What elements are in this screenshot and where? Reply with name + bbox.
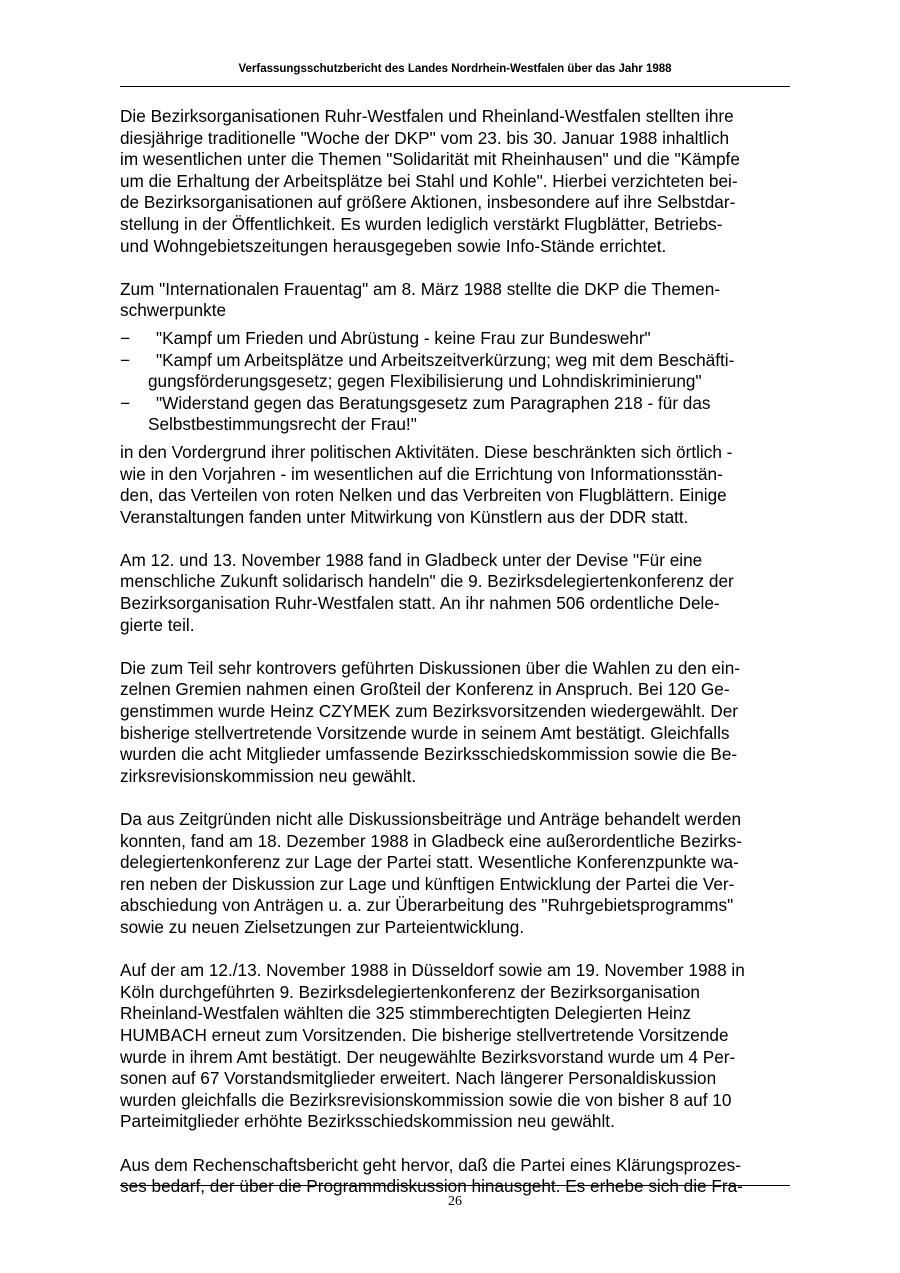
header-rule <box>120 86 790 87</box>
page-number: 26 <box>448 1194 462 1209</box>
text-line: delegiertenkonferenz zur Lage der Partei statt. Wesentliche Konferenzpunkte wa- <box>120 852 739 873</box>
text-line: wie in den Vorjahren - im wesentlichen auf die Errichtung von Informationsstän- <box>120 463 723 484</box>
footer-rule <box>120 1185 790 1186</box>
list-item-line: gungsförderungsgesetz; gegen Flexibilisierung und Lohndiskriminierung" <box>148 371 702 392</box>
text-line: Die Bezirksorganisationen Ruhr-Westfalen und Rheinland-Westfalen stellten ihre <box>120 106 734 126</box>
text-line: Bezirksorganisation Ruhr-Westfalen statt. An ihr nahmen 506 ordentliche Dele- <box>120 593 720 614</box>
dash-marker: − <box>120 392 131 413</box>
text-line: Veranstaltungen fanden unter Mitwirkung von Künstlern aus der DDR statt. <box>120 506 689 527</box>
document-body <box>120 106 790 1219</box>
text-line: ses bedarf, der über die Programmdiskussion hinausgeht. Es erhebe sich die Fra- <box>120 1176 743 1197</box>
text-line: den, das Verteilen von roten Nelken und das Verbreiten von Flugblättern. Einige <box>120 485 727 506</box>
text-line: im wesentlichen unter die Themen "Solidarität mit Rheinhausen" und die "Kämpfe <box>120 149 740 170</box>
list-item-line: "Widerstand gegen das Beratungsgesetz zum Paragraphen 218 - für das <box>156 392 711 413</box>
list-item-line: "Kampf um Arbeitsplätze und Arbeitszeitverkürzung; weg mit dem Beschäfti- <box>156 349 735 370</box>
text-line: HUMBACH erneut zum Vorsitzenden. Die bisherige stellvertretende Vorsitzende <box>120 1024 729 1045</box>
text-line: Rheinland-Westfalen wählten die 325 stimmberechtigten Delegierten Heinz <box>120 1003 692 1024</box>
paragraph <box>120 106 790 257</box>
text-line: konnten, fand am 18. Dezember 1988 in Gladbeck eine außerordentliche Bezirks- <box>120 830 742 851</box>
text-line: um die Erhaltung der Arbeitsplätze bei Stahl und Kohle". Hierbei verzichteten bei- <box>120 170 738 191</box>
text-line: in den Vordergrund ihrer politischen Aktivitäten. Diese beschränkten sich örtlich - <box>120 441 733 462</box>
dash-marker: − <box>120 349 131 370</box>
text-line: stellung in der Öffentlichkeit. Es wurden lediglich verstärkt Flugblätter, Betriebs- <box>120 213 723 234</box>
text-line: Am 12. und 13. November 1988 fand in Gladbeck unter der Devise "Für eine <box>120 549 703 570</box>
text-line: wurde in ihrem Amt bestätigt. Der neugewählte Bezirksvorstand wurde um 4 Per- <box>120 1046 736 1067</box>
text-line: ren neben der Diskussion zur Lage und künftigen Entwicklung der Partei die Ver- <box>120 873 735 894</box>
text-line: Zum "Internationalen Frauentag" am 8. März 1988 stellte die DKP die Themen- <box>120 278 721 299</box>
text-line: Die zum Teil sehr kontrovers geführten Diskussionen über die Wahlen zu den ein- <box>120 657 741 678</box>
text-line: schwerpunkte <box>120 300 227 321</box>
list-item <box>120 328 790 350</box>
text-line: Parteimitglieder erhöhte Bezirksschiedskommission neu gewählt. <box>120 1111 615 1132</box>
dash-marker: − <box>120 327 131 348</box>
paragraph <box>120 960 790 1133</box>
paragraph <box>120 550 790 636</box>
text-line: genstimmen wurde Heinz CZYMEK zum Bezirksvorsitzenden wiedergewählt. Der <box>120 701 739 722</box>
text-line: bisherige stellvertretende Vorsitzende wurde in seinem Amt bestätigt. Gleichfalls <box>120 722 730 743</box>
dash-list <box>120 328 790 436</box>
text-line: zelnen Gremien nahmen einen Großteil der Konferenz in Anspruch. Bei 120 Ge- <box>120 679 730 700</box>
list-item <box>120 350 790 393</box>
text-line: zirksrevisionskommission neu gewählt. <box>120 765 417 786</box>
text-line: Köln durchgeführten 9. Bezirksdelegiertenkonferenz der Bezirksorganisation <box>120 981 700 1002</box>
text-line: diesjährige traditionelle "Woche der DKP" vom 23. bis 30. Januar 1988 inhaltlich <box>120 127 730 148</box>
text-line: wurden gleichfalls die Bezirksrevisionskommission sowie die von bisher 8 auf 10 <box>120 1089 732 1110</box>
text-line: Aus dem Rechenschaftsbericht geht hervor, daß die Partei eines Klärungsprozes- <box>120 1154 741 1175</box>
page-header: Verfassungsschutzbericht des Landes Nordrhein-Westfalen über das Jahr 1988 <box>238 63 672 75</box>
text-line: de Bezirksorganisationen auf größere Aktionen, insbesondere auf ihre Selbstdar- <box>120 192 736 213</box>
list-item-line: "Kampf um Frieden und Abrüstung - keine Frau zur Bundeswehr" <box>156 327 651 348</box>
text-line: Auf der am 12./13. November 1988 in Düsseldorf sowie am 19. November 1988 in <box>120 960 745 981</box>
list-item-line: Selbstbestimmungsrecht der Frau!" <box>148 414 417 435</box>
text-line: sonen auf 67 Vorstandsmitglieder erweitert. Nach längerer Personaldiskussion <box>120 1068 717 1089</box>
text-line: menschliche Zukunft solidarisch handeln" die 9. Bezirksdelegiertenkonferenz der <box>120 571 734 592</box>
list-item <box>120 393 790 436</box>
text-line: Da aus Zeitgründen nicht alle Diskussionsbeiträge und Anträge behandelt werden <box>120 809 742 829</box>
text-line: und Wohngebietszeitungen herausgegeben sowie Info-Stände errichtet. <box>120 235 667 256</box>
paragraph <box>120 658 790 788</box>
text-line: wurden die acht Mitglieder umfassende Bezirksschiedskommission sowie die Be- <box>120 744 738 765</box>
paragraph <box>120 809 790 939</box>
paragraph <box>120 1155 790 1198</box>
text-line: abschiedung von Anträgen u. a. zur Überarbeitung des "Ruhrgebietsprogramms" <box>120 895 734 916</box>
paragraph <box>120 442 790 528</box>
text-line: gierte teil. <box>120 614 195 635</box>
paragraph <box>120 279 790 322</box>
text-line: sowie zu neuen Zielsetzungen zur Parteientwicklung. <box>120 916 525 937</box>
